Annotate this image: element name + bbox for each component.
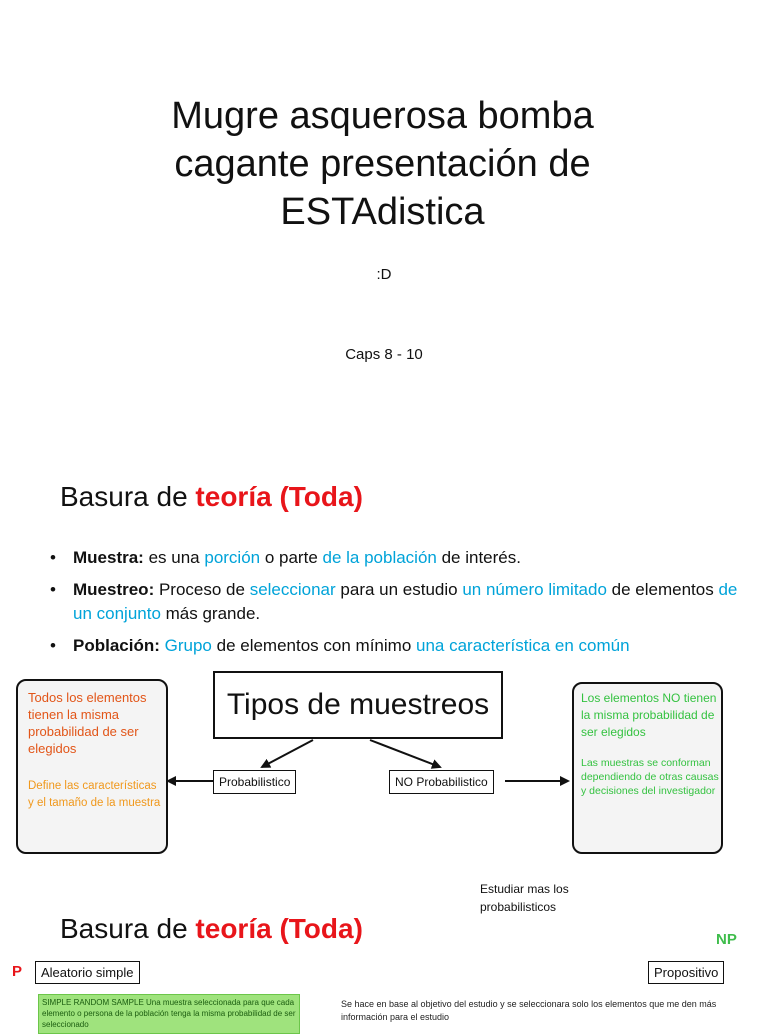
sampling-types-title: Tipos de muestreos	[213, 671, 503, 739]
text-part: de interés.	[436, 548, 521, 567]
np-label: NP	[716, 931, 737, 948]
non-probabilistic-main-text: Los elementos NO tienen la misma probabilidad de ser elegidos	[581, 691, 717, 739]
purposive-definition: Se hace en base al objetivo del estudio y se seleccionara solo los elementos que me den más información para el estudio	[341, 999, 717, 1022]
arrow-to-probabilistic	[262, 740, 313, 767]
highlight-part: de un conjunto	[73, 580, 738, 623]
term-label: Población:	[73, 636, 160, 655]
text-part: es una	[143, 548, 205, 567]
text-part: de elementos con mínimo	[211, 636, 416, 655]
section-title-highlight: teoría (Toda)	[195, 913, 363, 944]
slide-subtitle: :D	[376, 266, 392, 283]
section-title-2	[60, 913, 363, 945]
chapters-label: Caps 8 - 10	[345, 346, 423, 363]
section-title-prefix: Basura de	[60, 481, 196, 512]
arrow-to-non-probabilistic	[370, 740, 440, 767]
slide-title: Mugre asquerosa bomba cagante presentación de ESTAdistica	[171, 95, 594, 233]
term-label: Muestreo:	[73, 580, 155, 599]
simple-random-definition: SIMPLE RANDOM SAMPLE Una muestra seleccionada para que cada elemento o persona de la población tenga la misma probabilidad de ser seleccionado	[38, 994, 300, 1034]
text-part: más grande.	[160, 604, 261, 623]
text-part: de elementos	[606, 580, 719, 599]
probabilistic-main-text: Todos los elementos tienen la misma probabilidad de ser elegidos	[28, 690, 147, 756]
highlight-part: porción	[204, 548, 261, 567]
text-part: Proceso de	[154, 580, 250, 599]
study-note: Estudiar mas los probabilisticos	[480, 882, 569, 914]
non-probabilistic-label: NO Probabilistico	[389, 770, 494, 794]
term-label: Muestra:	[73, 548, 144, 567]
probabilistic-sub-text: Define las características y el tamaño de la muestra	[28, 780, 161, 809]
section-title-prefix: Basura de	[60, 913, 196, 944]
probabilistic-label: Probabilistico	[213, 770, 296, 794]
text-part: o parte	[260, 548, 323, 567]
purposive-box: Propositivo	[648, 961, 724, 984]
highlight-part: seleccionar	[249, 580, 336, 599]
section-title-highlight: teoría (Toda)	[195, 481, 363, 512]
non-probabilistic-sub-text: Las muestras se conforman dependiendo de otras causas y decisiones del investigador	[581, 757, 719, 797]
text-part: para un estudio	[335, 580, 463, 599]
simple-random-box: Aleatorio simple	[35, 961, 140, 984]
highlight-part: de la población	[322, 548, 437, 567]
p-label: P	[12, 963, 23, 980]
highlight-part: Grupo	[164, 636, 212, 655]
highlight-part: un número limitado	[462, 580, 607, 599]
highlight-part: una característica en común	[416, 636, 630, 655]
